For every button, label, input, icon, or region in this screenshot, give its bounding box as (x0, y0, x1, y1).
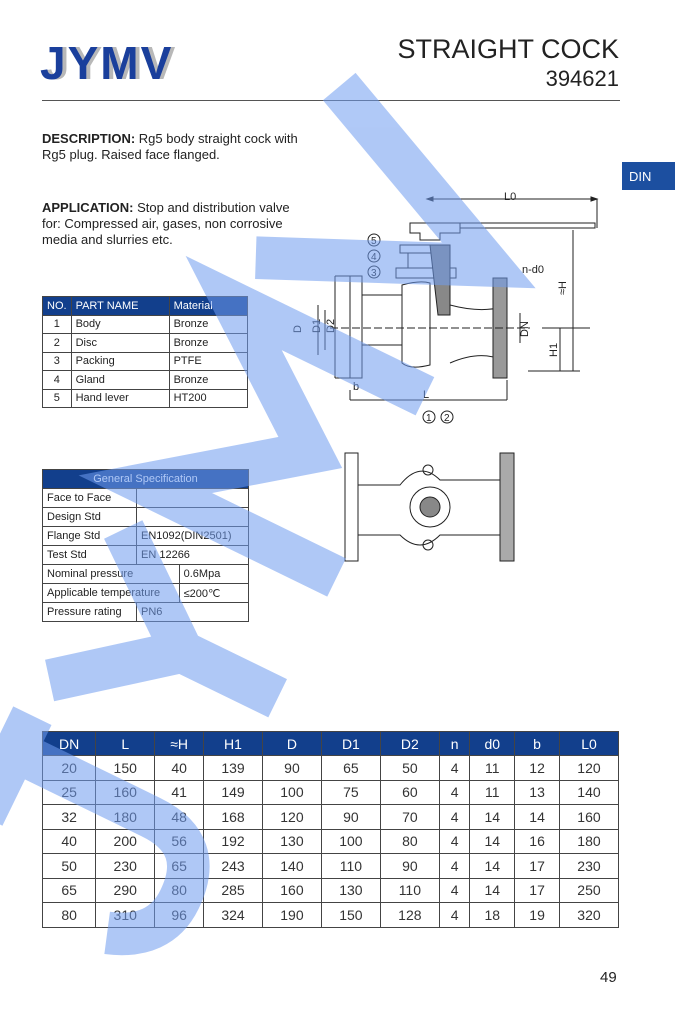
table-cell: 180 (96, 805, 155, 830)
col-header: PART NAME (71, 297, 169, 316)
col-header: d0 (470, 732, 515, 756)
col-header: Material (169, 297, 247, 316)
application-label: APPLICATION: (42, 200, 134, 215)
table-row (43, 903, 619, 928)
description-text: Rg5 body straight cock with Rg5 plug. Raised face flanged. (42, 131, 298, 162)
parts-cell: Hand lever (71, 389, 169, 408)
spec-row (43, 584, 249, 603)
table-cell: 168 (204, 805, 263, 830)
table-row (43, 829, 619, 854)
table-cell: 140 (559, 780, 618, 805)
table-cell: 60 (380, 780, 439, 805)
callout-2: 2 (444, 413, 450, 424)
col-header: ≈H (155, 732, 204, 756)
table-cell: 32 (43, 805, 96, 830)
table-cell: 17 (515, 878, 560, 903)
parts-cell: HT200 (169, 389, 247, 408)
table-cell: 160 (262, 878, 321, 903)
table-cell: 120 (559, 756, 618, 781)
table-cell: 320 (559, 903, 618, 928)
label-l0: L0 (504, 191, 517, 203)
table-cell: 243 (204, 854, 263, 879)
table-cell: 56 (155, 829, 204, 854)
table-cell: 80 (43, 903, 96, 928)
parts-cell: Bronze (169, 334, 247, 353)
table-cell: 14 (470, 878, 515, 903)
table-cell: 25 (43, 780, 96, 805)
table-cell: 100 (321, 829, 380, 854)
table-cell: 140 (262, 854, 321, 879)
parts-row (43, 371, 248, 390)
table-cell: 18 (470, 903, 515, 928)
table-cell: 40 (155, 756, 204, 781)
table-cell: 65 (43, 878, 96, 903)
spec-row (43, 489, 249, 508)
spec-value: EN 12266 (137, 546, 249, 565)
parts-cell: 5 (43, 389, 72, 408)
page-number: 49 (600, 969, 617, 986)
spec-label: Flange Std (43, 527, 137, 546)
label-d1: D1 (311, 318, 323, 333)
table-cell: 80 (380, 829, 439, 854)
col-header: b (515, 732, 560, 756)
parts-cell: 2 (43, 334, 72, 353)
table-cell: 100 (262, 780, 321, 805)
parts-cell: 4 (43, 371, 72, 390)
col-header: DN (43, 732, 96, 756)
callout-5: 5 (371, 236, 377, 247)
parts-table (42, 296, 248, 408)
spec-label: Test Std (43, 546, 137, 565)
product-code: 394621 (545, 66, 619, 91)
table-cell: 80 (155, 878, 204, 903)
table-cell: 65 (155, 854, 204, 879)
parts-cell: 1 (43, 315, 72, 334)
label-nd0: n-d0 (522, 264, 545, 276)
table-cell: 70 (380, 805, 439, 830)
table-cell: 41 (155, 780, 204, 805)
col-header: D2 (380, 732, 439, 756)
table-cell: 160 (96, 780, 155, 805)
table-row (43, 805, 619, 830)
table-cell: 17 (515, 854, 560, 879)
parts-row (43, 315, 248, 334)
parts-cell: Packing (71, 352, 169, 371)
spec-label: Pressure rating (43, 603, 137, 622)
table-cell: 110 (321, 854, 380, 879)
spec-row (43, 527, 249, 546)
label-h: ≈H (557, 281, 569, 295)
col-header: D1 (321, 732, 380, 756)
table-cell: 324 (204, 903, 263, 928)
table-cell: 310 (96, 903, 155, 928)
table-cell: 139 (204, 756, 263, 781)
table-cell: 48 (155, 805, 204, 830)
parts-cell: Disc (71, 334, 169, 353)
din-tab[interactable]: DIN (622, 162, 675, 190)
spec-row (43, 565, 249, 584)
spec-value (137, 508, 249, 527)
table-cell: 14 (470, 829, 515, 854)
table-cell: 4 (439, 780, 470, 805)
col-header: D (262, 732, 321, 756)
application-text: Stop and distribution valve for: Compressed air, gases, non corrosive media and slurries etc. (42, 200, 290, 247)
table-cell: 90 (321, 805, 380, 830)
callout-4: 4 (371, 252, 377, 263)
table-cell: 11 (470, 780, 515, 805)
table-cell: 4 (439, 756, 470, 781)
table-cell: 200 (96, 829, 155, 854)
spec-label: Nominal pressure (43, 565, 180, 584)
table-cell: 4 (439, 854, 470, 879)
spec-label: Design Std (43, 508, 137, 527)
parts-cell: Bronze (169, 315, 247, 334)
parts-row (43, 389, 248, 408)
table-cell: 4 (439, 903, 470, 928)
table-cell: 50 (380, 756, 439, 781)
col-header: n (439, 732, 470, 756)
table-cell: 19 (515, 903, 560, 928)
table-cell: 90 (262, 756, 321, 781)
table-cell: 14 (515, 805, 560, 830)
description-label: DESCRIPTION: (42, 131, 136, 146)
col-header: H1 (204, 732, 263, 756)
parts-cell: Body (71, 315, 169, 334)
col-header: L (96, 732, 155, 756)
table-cell: 75 (321, 780, 380, 805)
col-header: NO. (43, 297, 72, 316)
spec-value (137, 489, 249, 508)
parts-cell: Bronze (169, 371, 247, 390)
table-cell: 130 (262, 829, 321, 854)
table-cell: 130 (321, 878, 380, 903)
spec-value: PN6 (137, 603, 249, 622)
parts-row (43, 352, 248, 371)
table-cell: 192 (204, 829, 263, 854)
spec-title: General Specification (43, 470, 249, 489)
spec-label: Face to Face (43, 489, 137, 508)
table-cell: 16 (515, 829, 560, 854)
table-row (43, 756, 619, 781)
spec-row (43, 508, 249, 527)
parts-cell: 3 (43, 352, 72, 371)
table-cell: 11 (470, 756, 515, 781)
spec-row (43, 546, 249, 565)
table-cell: 20 (43, 756, 96, 781)
table-cell: 50 (43, 854, 96, 879)
table-cell: 4 (439, 829, 470, 854)
table-cell: 90 (380, 854, 439, 879)
parts-cell: Gland (71, 371, 169, 390)
parts-cell: PTFE (169, 352, 247, 371)
table-cell: 14 (470, 854, 515, 879)
application (42, 200, 307, 248)
callout-3: 3 (371, 268, 377, 279)
table-cell: 12 (515, 756, 560, 781)
label-b: b (353, 381, 360, 393)
table-cell: 150 (321, 903, 380, 928)
label-l: L (423, 389, 430, 401)
label-d2: D2 (325, 318, 337, 333)
parts-row (43, 334, 248, 353)
jymv-logo: JYMV (40, 37, 174, 89)
table-cell: 285 (204, 878, 263, 903)
spec-label: Applicable temperature (43, 584, 180, 603)
label-dn: DN (519, 321, 531, 337)
spec-row (43, 603, 249, 622)
spec-value: 0.6Mpa (179, 565, 248, 584)
table-cell: 250 (559, 878, 618, 903)
table-row (43, 878, 619, 903)
table-cell: 4 (439, 878, 470, 903)
table-cell: 110 (380, 878, 439, 903)
table-cell: 160 (559, 805, 618, 830)
table-row (43, 780, 619, 805)
table-cell: 4 (439, 805, 470, 830)
table-cell: 230 (96, 854, 155, 879)
table-cell: 65 (321, 756, 380, 781)
spec-value: EN1092(DIN2501) (137, 527, 249, 546)
page-title: STRAIGHT COCK (397, 34, 619, 64)
table-cell: 190 (262, 903, 321, 928)
label-d: D (292, 325, 304, 333)
col-header: L0 (559, 732, 618, 756)
table-cell: 230 (559, 854, 618, 879)
table-cell: 120 (262, 805, 321, 830)
table-cell: 150 (96, 756, 155, 781)
table-cell: 149 (204, 780, 263, 805)
valve-top-view-drawing (340, 450, 520, 565)
label-h1: H1 (548, 342, 560, 357)
dimensions-table (42, 731, 619, 928)
description (42, 131, 312, 163)
valve-section-drawing (290, 185, 620, 425)
spec-value: ≤200℃ (179, 584, 248, 603)
table-cell: 13 (515, 780, 560, 805)
table-cell: 290 (96, 878, 155, 903)
table-cell: 96 (155, 903, 204, 928)
spec-table (42, 469, 249, 622)
table-cell: 180 (559, 829, 618, 854)
table-row (43, 854, 619, 879)
callout-1: 1 (426, 413, 432, 424)
header-divider (42, 100, 620, 101)
table-cell: 128 (380, 903, 439, 928)
table-cell: 40 (43, 829, 96, 854)
table-cell: 14 (470, 805, 515, 830)
